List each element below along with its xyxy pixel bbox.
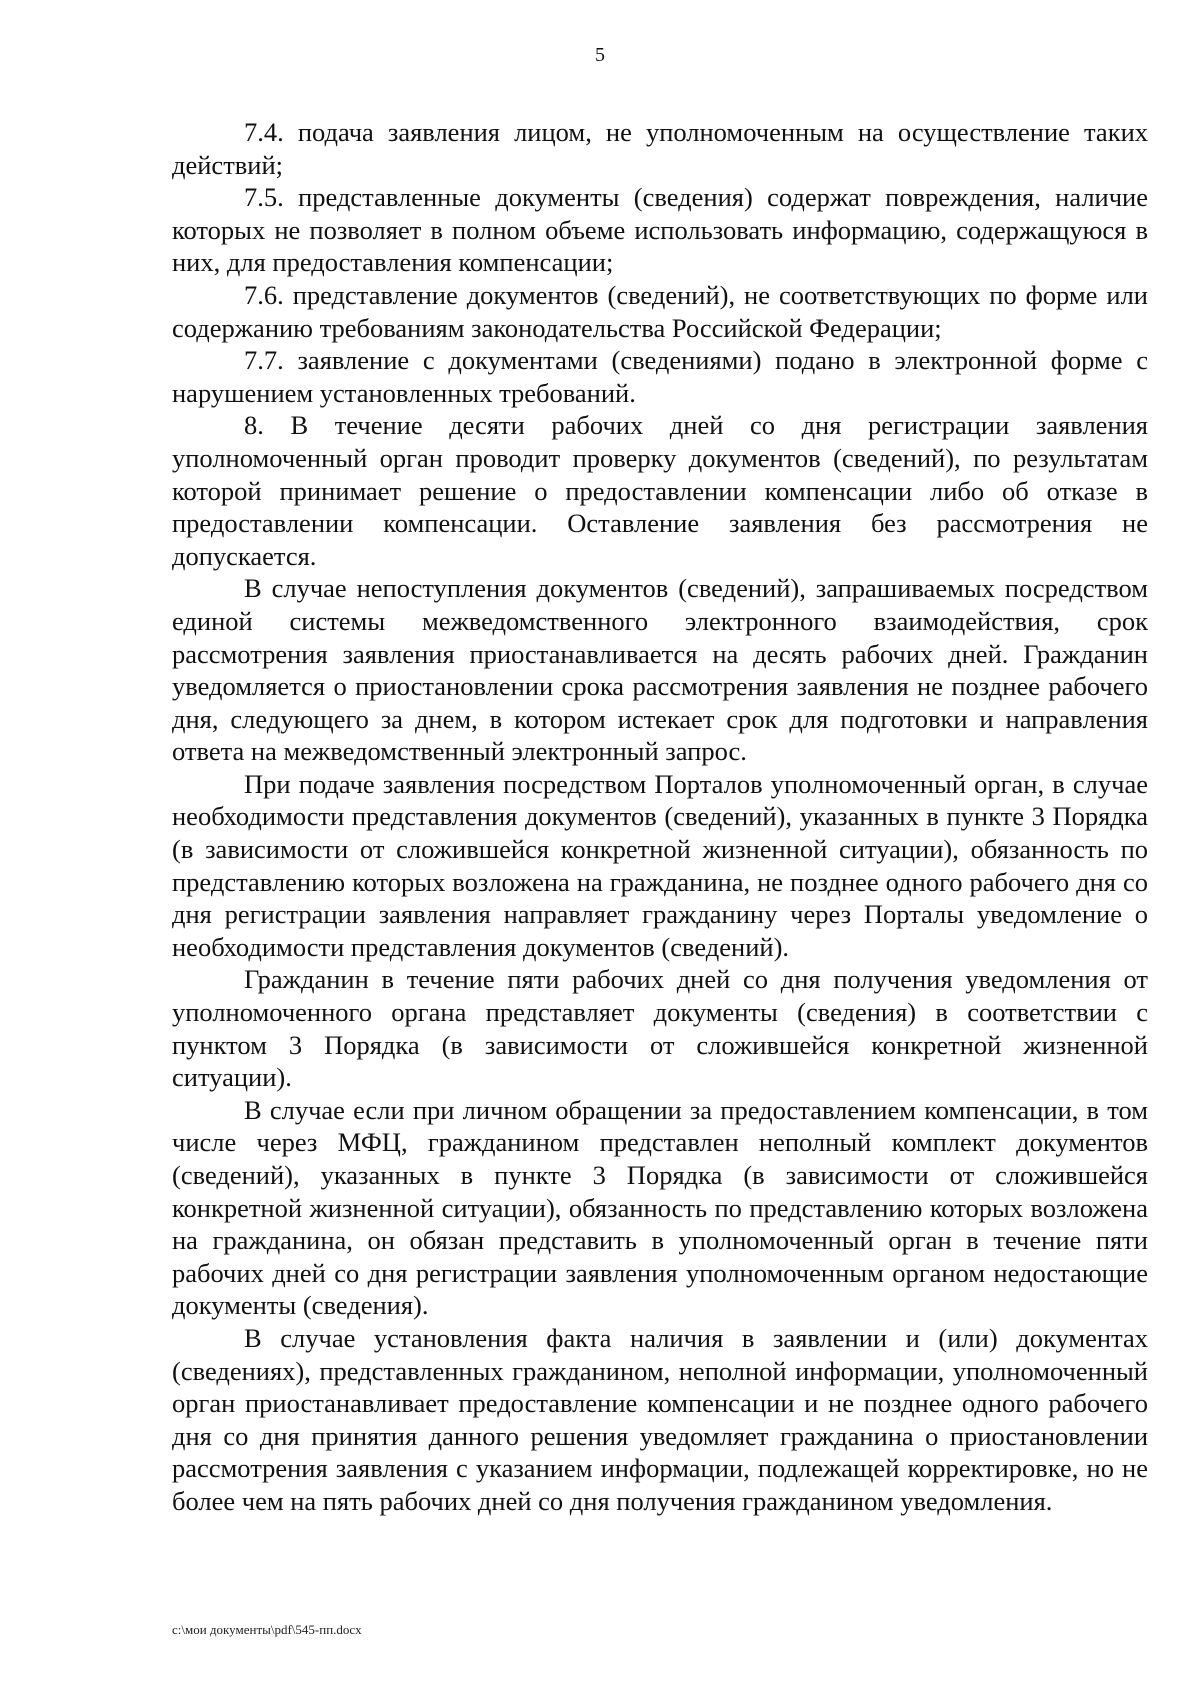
document-body (172, 116, 1148, 1518)
footer-file-path: c:\мои документы\pdf\545-пп.docx (172, 1622, 362, 1637)
paragraph-8: 8. В течение десяти рабочих дней со дня регистрации заявления уполномоченный орган проводит проверку документов (сведений), по результатам которой принимает решение о предоставлении компенсации либо об отказе в предоставлении компенсации. Оставление заявления без рассмотрения не допускается. (172, 410, 1148, 571)
page-number: 5 (595, 44, 605, 66)
paragraph-8-portals: При подаче заявления посредством Порталов уполномоченный орган, в случае необходимости представления документов (сведений), указанных в пункте 3 Порядка (в зависимости от сложившейся конкретной жизненной ситуации), обязанность по представлению которых возложена на гражданина, не позднее одного рабочего дня со дня регистрации заявления направляет гражданину через Порталы уведомление о необходимости представления документов (сведений). (172, 768, 1148, 962)
paragraph-8-non-receipt: В случае непоступления документов (сведений), запрашиваемых посредством единой системы межведомственного электронного взаимодействия, срок рассмотрения заявления приостанавливается на десять рабочих дней. Гражданин уведомляется о приостановлении срока рассмотрения заявления не позднее рабочего дня, следующего за днем, в котором истекает срок для подготовки и направления ответа на межведомственный электронный запрос. (172, 573, 1148, 767)
paragraph-7-6: 7.6. представление документов (сведений), не соответствующих по форме или содержанию требованиям законодательства Российской Федерации; (172, 279, 1148, 343)
paragraph-7-5: 7.5. представленные документы (сведения) содержат повреждения, наличие которых не позволяет в полном объеме использовать информацию, содержащуюся в них, для предоставления компенсации; (172, 182, 1148, 278)
paragraph-8-incomplete-info: В случае установления факта наличия в заявлении и (или) документах (сведениях), представленных гражданином, неполной информации, уполномоченный орган приостанавливает предоставление компенсации и не позднее одного рабочего дня со дня принятия данного решения уведомляет гражданина о приостановлении рассмотрения заявления с указанием информации, подлежащей корректировке, но не более чем на пять рабочих дней со дня получения гражданином уведомления. (172, 1322, 1148, 1516)
paragraph-7-7: 7.7. заявление с документами (сведениями) подано в электронной форме с нарушением установленных требований. (172, 345, 1148, 408)
paragraph-8-citizen-submits: Гражданин в течение пяти рабочих дней со дня получения уведомления от уполномоченного органа представляет документы (сведения) в соответствии с пунктом 3 Порядка (в зависимости от сложившейся конкретной жизненной ситуации). (172, 964, 1148, 1093)
paragraph-7-4: 7.4. подача заявления лицом, не уполномоченным на осуществление таких действий; (172, 117, 1148, 180)
paragraph-8-incomplete-set: В случае если при личном обращении за предоставлением компенсации, в том числе через МФЦ, гражданином представлен неполный комплект документов (сведений), указанных в пункте 3 Порядка (в зависимости от сложившейся конкретной жизненной ситуации), обязанность по представлению которых возложена на гражданина, он обязан представить в уполномоченный орган в течение пяти рабочих дней со дня регистрации заявления уполномоченным органом недостающие документы (сведения). (172, 1094, 1148, 1321)
